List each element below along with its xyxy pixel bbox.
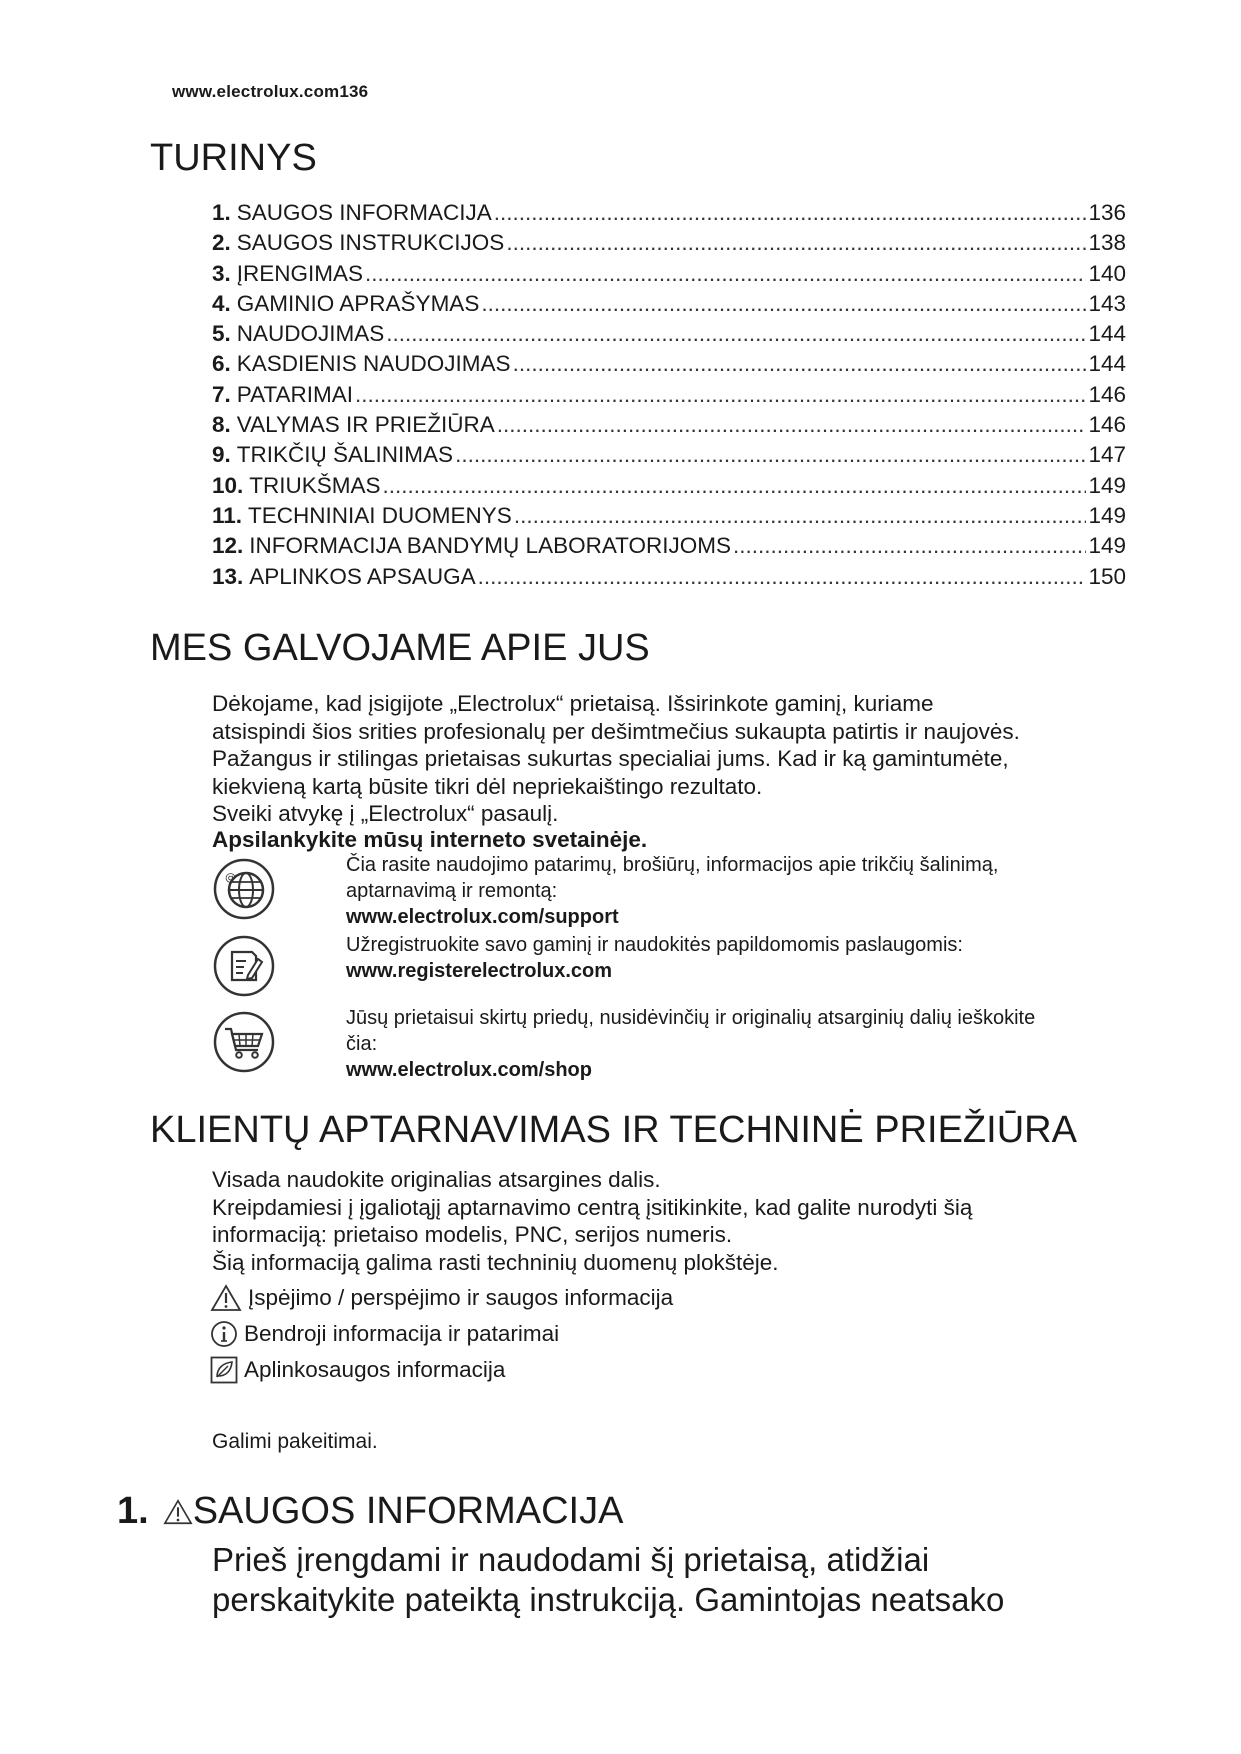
section-1-intro — [212, 1540, 1142, 1620]
toc-entry-title: SAUGOS INFORMACIJA — [236, 200, 492, 225]
section-number: 1. — [117, 1490, 149, 1532]
support-text: aptarnavimą ir remontą: — [346, 880, 558, 902]
support-link[interactable]: www.electrolux.com/support — [346, 906, 619, 928]
toc-entry[interactable] — [212, 289, 1126, 319]
toc-entry[interactable] — [212, 471, 1126, 501]
service-paragraph — [212, 1166, 1132, 1276]
service-line: informaciją: prietaiso modelis, PNC, serijos numeris. — [212, 1222, 733, 1248]
toc-entry-page: 143 — [1088, 290, 1126, 316]
toc-entry-number: 5. — [212, 321, 231, 347]
toc-entry-page: 138 — [1088, 230, 1126, 256]
toc-entry-number: 12. — [212, 533, 244, 559]
toc-entry-page: 144 — [1088, 321, 1126, 347]
toc-entry[interactable] — [212, 198, 1126, 228]
service-line: Visada naudokite originalias atsargines dalis. — [212, 1167, 661, 1192]
legend-info — [210, 1318, 559, 1350]
toc-leader — [513, 349, 1087, 379]
toc-entry-title: NAUDOJIMAS — [236, 321, 385, 347]
register-text: Užregistruokite savo gaminį ir naudokitės papildomomis paslaugomis: — [346, 934, 963, 956]
toc-leader — [383, 471, 1087, 501]
toc-entry-page: 150 — [1088, 563, 1126, 589]
shop-info — [346, 1005, 1126, 1083]
toc-entry-number: 8. — [212, 412, 231, 438]
support-text: Čia rasite naudojimo patarimų, brošiūrų, informacijos apie trikčių šalinimą, — [346, 854, 999, 876]
intro-line: Prieš įrengdami ir naudodami šį prietaisą, atidžiai — [212, 1541, 930, 1578]
toc-entry-number: 13. — [212, 563, 244, 589]
info-icon — [210, 1320, 238, 1348]
about-line: Pažangus ir stilingas prietaisas sukurtas specialiai jums. Kad ir ką gamintumėte, — [212, 746, 1009, 772]
toc-entry-number: 2. — [212, 230, 231, 256]
toc-entry-number: 7. — [212, 381, 231, 407]
about-line: kiekvieną kartą būsite tikri dėl nepriekaištingo rezultato. — [212, 773, 763, 799]
toc-entry[interactable] — [212, 562, 1126, 592]
changes-note: Galimi pakeitimai. — [212, 1430, 378, 1453]
toc-entry-title: TECHNINIAI DUOMENYS — [248, 502, 512, 528]
support-info — [346, 852, 1126, 930]
toc-entry[interactable] — [212, 531, 1126, 561]
toc-entry-title: PATARIMAI — [236, 381, 354, 407]
toc-entry[interactable] — [212, 380, 1126, 410]
toc-entry-title: TRIKČIŲ ŠALINIMAS — [236, 442, 454, 468]
service-line: Kreipdamiesi į įgaliotąjį aptarnavimo centrą įsitikinkite, kad galite nurodyti šią — [212, 1194, 973, 1220]
legend-info-label: Bendroji informacija ir patarimai — [244, 1321, 560, 1346]
toc-leader — [355, 380, 1086, 410]
table-of-contents — [212, 198, 1126, 592]
shop-link[interactable]: www.electrolux.com/shop — [346, 1059, 592, 1081]
toc-leader — [494, 198, 1087, 228]
legend-environment — [210, 1354, 505, 1386]
intro-line: perskaitykite pateiktą instrukciją. Gamintojas neatsako — [212, 1581, 1005, 1618]
toc-leader — [506, 228, 1086, 258]
toc-entry[interactable] — [212, 440, 1126, 470]
toc-leader — [455, 440, 1086, 470]
toc-entry[interactable] — [212, 501, 1126, 531]
toc-entry-title: ĮRENGIMAS — [236, 260, 364, 286]
toc-leader — [514, 501, 1087, 531]
about-title: MES GALVOJAME APIE JUS — [150, 627, 650, 669]
about-line: Dėkojame, kad įsigijote „Electrolux“ prietaisą. Išsirinkote gaminį, kuriame — [212, 691, 934, 716]
toc-leader — [481, 289, 1086, 319]
section-title-text: SAUGOS INFORMACIJA — [192, 1490, 624, 1532]
toc-title: TURINYS — [150, 137, 317, 179]
toc-entry-page: 146 — [1088, 412, 1126, 438]
warning-icon — [163, 1498, 193, 1526]
toc-entry-title: TRIUKŠMAS — [249, 472, 381, 498]
toc-entry-title: INFORMACIJA BANDYMŲ LABORATORIJOMS — [249, 533, 732, 559]
shop-text: Jūsų prietaisui skirtų priedų, nusidėvinčių ir originalių atsarginių dalių ieškokite — [346, 1007, 1036, 1029]
header-url[interactable]: www.electrolux.com136 — [172, 82, 369, 101]
register-link[interactable]: www.registerelectrolux.com — [346, 960, 613, 982]
about-paragraph — [212, 690, 1132, 828]
toc-entry[interactable] — [212, 349, 1126, 379]
toc-entry-number: 10. — [212, 472, 244, 498]
about-line: atsispindi šios srities profesionalų per dešimtmečius sukaupta patirtis ir naujovės. — [212, 718, 1020, 744]
toc-leader — [386, 319, 1086, 349]
toc-entry-page: 136 — [1088, 200, 1126, 225]
toc-entry[interactable] — [212, 259, 1126, 289]
visit-website-heading: Apsilankykite mūsų interneto svetainėje. — [212, 827, 648, 852]
toc-entry[interactable] — [212, 319, 1126, 349]
legend-warning — [210, 1282, 673, 1314]
toc-entry-number: 4. — [212, 290, 231, 316]
svg-text:@: @ — [225, 871, 236, 884]
legend-warning-label: Įspėjimo / perspėjimo ir saugos informacija — [248, 1285, 674, 1310]
warning-icon — [210, 1284, 242, 1312]
toc-entry-title: SAUGOS INSTRUKCIJOS — [236, 230, 505, 256]
service-title: KLIENTŲ APTARNAVIMAS IR TECHNINĖ PRIEŽIŪRA — [150, 1109, 1077, 1151]
toc-entry[interactable] — [212, 228, 1126, 258]
toc-entry-page: 144 — [1088, 351, 1126, 377]
shopping-cart-icon — [212, 1010, 276, 1074]
toc-entry-title: APLINKOS APSAUGA — [249, 563, 476, 589]
toc-entry-number: 1. — [212, 200, 231, 225]
toc-entry-title: VALYMAS IR PRIEŽIŪRA — [236, 412, 495, 438]
toc-entry-title: KASDIENIS NAUDOJIMAS — [236, 351, 511, 377]
about-line: Sveiki atvykę į „Electrolux“ pasaulį. — [212, 801, 559, 827]
toc-leader — [497, 410, 1087, 440]
toc-entry-title: GAMINIO APRAŠYMAS — [236, 290, 480, 316]
toc-entry-page: 147 — [1088, 442, 1126, 468]
service-line: Šią informaciją galima rasti techninių duomenų plokštėje. — [212, 1249, 779, 1275]
toc-entry-page: 149 — [1088, 472, 1126, 498]
globe-icon — [212, 857, 276, 921]
toc-entry[interactable] — [212, 410, 1126, 440]
register-info — [346, 932, 1126, 984]
shop-text: čia: — [346, 1033, 378, 1055]
toc-entry-number: 11. — [212, 502, 243, 528]
register-icon — [212, 934, 276, 998]
toc-entry-number: 9. — [212, 442, 231, 468]
toc-entry-page: 149 — [1088, 502, 1126, 528]
toc-leader — [365, 259, 1086, 289]
toc-entry-page: 146 — [1088, 381, 1126, 407]
toc-leader — [478, 562, 1087, 592]
environment-icon — [210, 1356, 238, 1384]
section-1-title — [117, 1490, 623, 1533]
legend-environment-label: Aplinkosaugos informacija — [244, 1357, 506, 1382]
toc-entry-page: 140 — [1088, 260, 1126, 286]
toc-entry-number: 6. — [212, 351, 231, 377]
toc-entry-number: 3. — [212, 260, 231, 286]
toc-leader — [733, 531, 1086, 561]
toc-entry-page: 149 — [1088, 533, 1126, 559]
